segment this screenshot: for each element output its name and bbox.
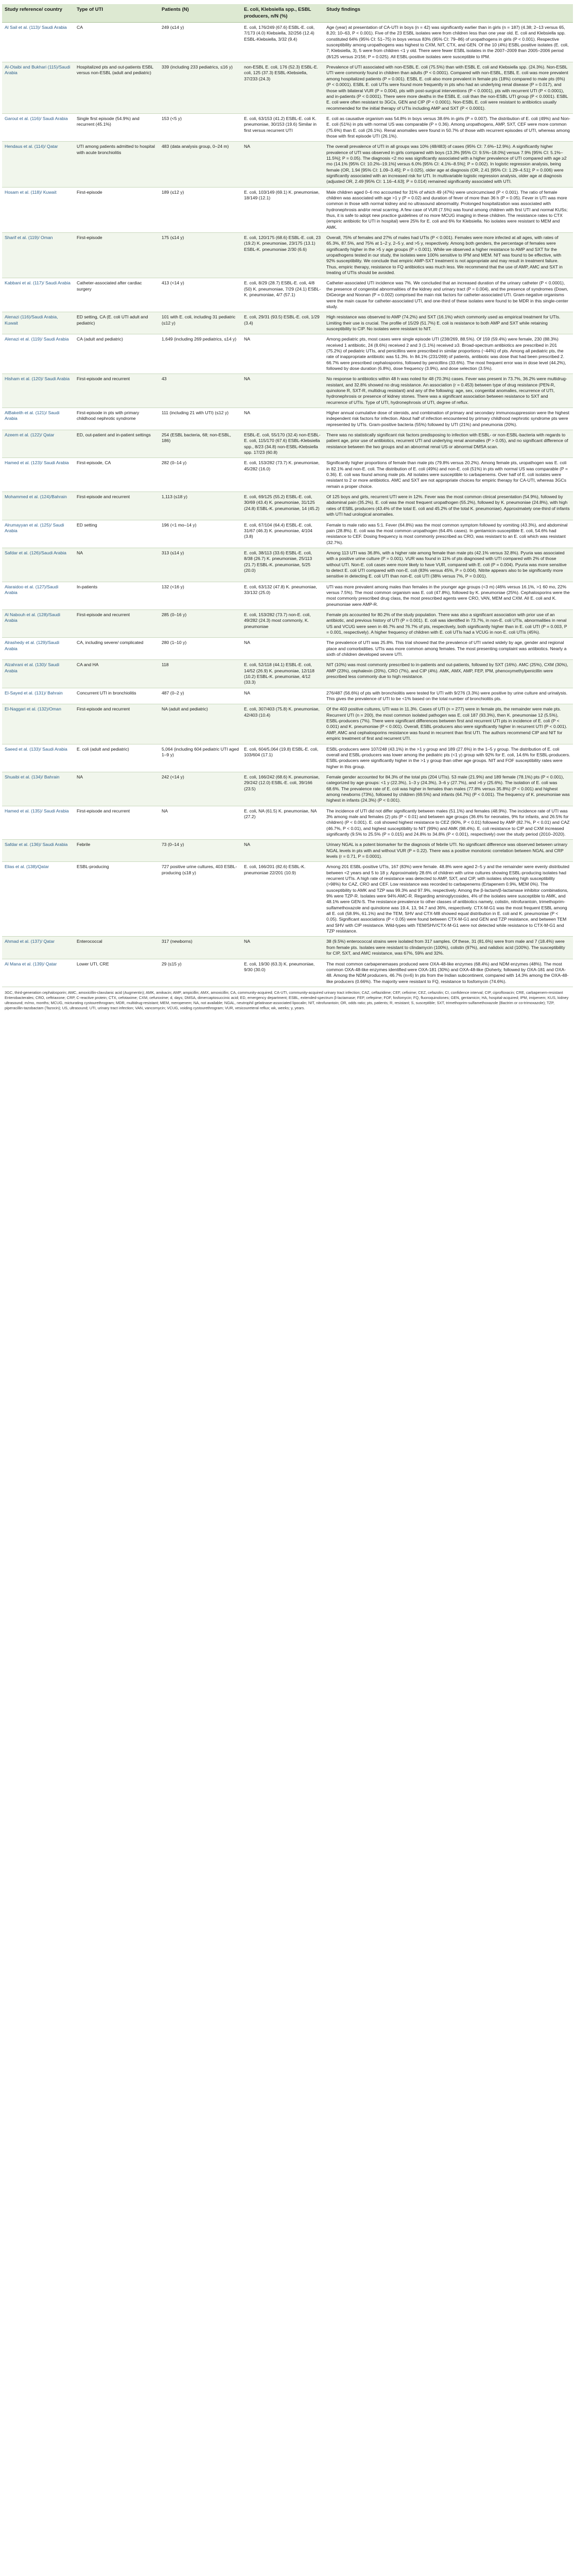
- cell-organisms: NA: [241, 937, 324, 959]
- table-footnote: 3GC, third-generation cephalosporin; AMC, amoxicillin-clavulanic acid (Augmentin); AMK, amikacin; AMP, ampicillin; AMX, amoxicillin; CA, community-acquired; CA-UTI, community-acquired urinary tract infection; CAZ, ceftazidime; CEF, cefixime; CEZ, cefazolin; CI, confidence interval; CIP, ciprofloxacin; CRE, carbapenem-resistant Enterobacterales; CRO, ceftriaxone; CRP, C-reactive protein; CTX, cefotaxime; CXM, cefuroxime; d, days; DMSA, dimercaptosuccinic acid; ED, emergency department; ESBL, extended-spectrum β-lactamase; FEP, cefepime; FOF, fosfomycin; FQ, fluoroquinolones; GEN, gentamicin; HA, hospital-acquired; IPM, imipenem; KUS, kidney ultrasound; m/mo, months; MCUG, micturating cystourethrogram; MDR, multidrug-resistant; MEM, meropenem; NA, not available; NGAL, neutrophil gelatinase-associated lipocalin; NIT, nitrofurantoin; OR, odds ratio; pts, patients; R, resistant; S, susceptible; SXT, trimethoprim-sulfamethoxazole (Bactrim or co-trimoxazole); TZP, piperacillin-tazobactam (Tazocin); US, ultrasound; UTI, urinary tract infection; VAN, vancomycin; VCUG, voiding cystourethrogram; VUR, vesicoureteral reflux; wk, weeks; y, years.: [5, 990, 569, 1010]
- cell-type: ED setting: [74, 520, 159, 548]
- table-row: [2, 142, 573, 187]
- cell-findings: Male children aged 0–6 mo accounted for 31% of which 49 (47%) were uncircumcised (P < 0.001). The ratio of female children was associated with age >1 y (P = 0.02) and duration of fever of more than 36 h (P = 0.05). Fever in UTI was more common in those with normal kidney and no ultrasound abnormality. Prolonged hospitalization was associated with hydronephrosis and/or renal scarring. A few case of VUR (7.5%) was found among children with first UTI and normal KUSs; thus, it is safe to adopt new practice guidelines of no more MCUG imaging in these children. The resistance rates to CTX (empiric antibiotic for UTI in hospital) were 25% for E. coli and 6% for Klebsiella. No isolates were resistant to MEM and AMK.: [324, 187, 573, 232]
- cell-organisms: E. coli, 8/29 (28.7) ESBL-E. coli, 4/8 (50) K. pneumoniae, 7/29 (24.1) ESBL-K. pneumoniae, 4/7 (57.1): [241, 278, 324, 312]
- cell-study: El-Naggari et al. (132)/Oman: [2, 704, 74, 744]
- table-body: [2, 23, 573, 987]
- table-row: [2, 609, 573, 637]
- cell-patients: 175 (≤14 y): [159, 233, 241, 278]
- cell-findings: Among pediatric pts, most cases were single episode UTI (238/269, 88.5%). Of 159 (59.4%) were female, 230 (88.3%) received 1 antibiotic, 24 (8.6%) received 2 and 3 (1.1%) received ≥3. Broad-spectrum antibiotics are prescribed in 201 (75.2%) of pediatric UTIs, and penicillins were prescribed in similar proportions (~44%) of pts. Among all pediatric pts, the rate of inappropriate antibiotic was 51.3%. In 84.1% (231/269) of patients, antibiotic was dose that had been prescribed 2. 66.7% were prescribed cephalosporins, followed by penicillins (33.6%). The most frequent error was in dose level (44.2%), followed by dose duration (6.8%), dose frequency (3.9%), and dose selection (3.5%).: [324, 334, 573, 374]
- cell-findings: ESBL-producers were 107/248 (43.1%) in the >1 y group and 189 (27.6%) in the 1–5 y group. The distribution of E. coli overall and ESBL-producers was lower among the pediatric pts (<1 y) group with 92% for E. coli, 14.6% for ESBL-producers. ESBL-producers were significantly higher in the >1 y group than other age groups. NIT and FOF susceptibility rates were higher in this group.: [324, 744, 573, 772]
- cell-study: Hamed et al. (135)/ Saudi Arabia: [2, 806, 74, 840]
- cell-study: Alaraidoo et al. (127)/Saudi Arabia: [2, 582, 74, 609]
- cell-findings: E. coli as causative organism was 54.8% in boys versus 38.6% in girls (P = 0.007). The distribution of E. coli (49%) and Non-E. coli (51%) in pts with normal US was comparable (P = 0.36). Among uropathogens, AMP, SXT, CEF were more common (75.6%) than E. coli (26.1%). Renal anomalies were found in 50.7% of those with recurrent episodes of UTI, whereas among those with first episode UTI (26.1%).: [324, 113, 573, 141]
- table-row: [2, 704, 573, 744]
- cell-organisms: E. coli, 38/113 (33.6) ESBL-E. coli, 8/38 (26.7) K. pneumoniae, 25/113 (21.7) ESBL-K. pneumoniae, 5/25 (20.0): [241, 548, 324, 582]
- cell-organisms: E. coli, 69/125 (55.2) ESBL-E. coli, 30/69 (43.4) K. pneumoniae, 31/125 (24.8) ESBL-K. pneumoniae, 14 (45.2): [241, 492, 324, 520]
- cell-type: First-episode and recurrent: [74, 609, 159, 637]
- cell-patients: 254 (ESBL bacteria, 68; non-ESBL, 186): [159, 430, 241, 458]
- cell-type: Catheter-associated after cardiac surgery: [74, 278, 159, 312]
- cell-type: NA: [74, 772, 159, 806]
- cell-patients: 196 (<1 mo–14 y): [159, 520, 241, 548]
- cell-study: Shuaibi et al. (134)/ Bahrain: [2, 772, 74, 806]
- cell-patients: 413 (<14 y): [159, 278, 241, 312]
- header-patients: Patients (N): [159, 4, 241, 23]
- table-page: [0, 0, 575, 1014]
- table-row: [2, 334, 573, 374]
- table-row: [2, 688, 573, 704]
- table-row: [2, 430, 573, 458]
- cell-study: Al Mana et al. (139)/ Qatar: [2, 959, 74, 987]
- table-row: [2, 548, 573, 582]
- cell-study: Azeem et al. (122)/ Qatar: [2, 430, 74, 458]
- cell-type: Concurrent UTI in bronchiolitis: [74, 688, 159, 704]
- cell-patients: 73 (0–14 y): [159, 840, 241, 862]
- cell-type: ED, out-patient and in-patient settings: [74, 430, 159, 458]
- cell-findings: Higher annual cumulative dose of steroids, and combination of primary and secondary immunosuppression were the highest independent risk factors for infection. About half of infection encountered by primary childhood nephrotic syndrome pts were represented by UTIs. Gram-positive bacteria (55%) followed by UTI (21%) and pneumonia (20%).: [324, 408, 573, 430]
- cell-patients: 313 (≤14 y): [159, 548, 241, 582]
- cell-study: Alrumayyan et al. (125)/ Saudi Arabia: [2, 520, 74, 548]
- cell-type: NA: [74, 548, 159, 582]
- cell-study: El-Sayed et al. (131)/ Bahrain: [2, 688, 74, 704]
- cell-patients: 487 (0–2 y): [159, 688, 241, 704]
- table-row: [2, 408, 573, 430]
- cell-organisms: NA: [241, 408, 324, 430]
- header-type: Type of UTI: [74, 4, 159, 23]
- cell-type: First-episode and recurrent: [74, 704, 159, 744]
- table-row: [2, 638, 573, 660]
- cell-organisms: E. coli, 63/153 (41.2) ESBL-E. coli K. pneumoniae, 30/153 (19.6) Similar in first versus recurrent UTI: [241, 113, 324, 141]
- cell-patients: 101 with E. coli, including 31 pediatric (≤12 y): [159, 312, 241, 334]
- cell-patients: 280 (1–10 y): [159, 638, 241, 660]
- cell-organisms: E. coli, 166/242 (68.6) K. pneumoniae, 29/242 (12.0) ESBL-E. coli, 39/166 (23.5): [241, 772, 324, 806]
- table-row: [2, 959, 573, 987]
- cell-study: Hendaus et al. (114)/ Qatar: [2, 142, 74, 187]
- cell-patients: 727 positive urine cultures, 403 ESBL-producing (≤18 y): [159, 862, 241, 937]
- cell-patients: 1,113 (≤18 y): [159, 492, 241, 520]
- header-study: Study reference/ country: [2, 4, 74, 23]
- cell-type: CA: [74, 23, 159, 62]
- table-row: [2, 312, 573, 334]
- cell-organisms: E. coli, 19/30 (63.3) K. pneumoniae, 9/30 (30.0): [241, 959, 324, 987]
- cell-findings: Overall, 75% of females and 27% of males had UTIs (P < 0.001). Females were more infected at all ages, with rates of 65.3%, 87.5%, and 75% at 1–2 y, 2–5 y, and >5 y, respectively. Among both genders, the percentage of females were significantly higher in the >5 y age groups (P = 0.001). While we observed a higher resistance to AMP and SXT for the uropathogens tested in our study, the isolates were 100% sensitive to IPM and MEM. NIT was found to be effective, with 92% susceptibility. We conclude that empiric AMP-SXT treatment is not appropriate and may result in treatment failure. Thus, empiric therapy, resistance to FQ antibiotics was much less. We recommend that the use of AMP, AMC and SXT in treating of UTIs should be avoided.: [324, 233, 573, 278]
- cell-organisms: E. coli, 29/31 (93.5) ESBL-E. coli, 1/29 (3.4): [241, 312, 324, 334]
- cell-patients: 249 (≤14 y): [159, 23, 241, 62]
- cell-findings: NIT (10%) was most commonly prescribed to in-patients and out-patients, followed by SXT (16%). AMC (25%), CXM (30%), AMP (23%), cephalexin (20%), CRO (7%), and CIP (4%). AMK, AMX, AMP, FEP, IPM, phenoxymethylpenicillin were prescribed less commonly due to high resistance.: [324, 660, 573, 688]
- cell-findings: The prevalence of UTI was 25.8%. This trial showed that the prevalence of UTI varied widely by age, gender and regional place and comorbidities. UTIs was more common among females. The most presenting complaint was antibiotics. Nearly a sixth of children developed severe UTI.: [324, 638, 573, 660]
- cell-patients: 153 (<5 y): [159, 113, 241, 141]
- table-row: [2, 23, 573, 62]
- cell-findings: Among 113 UTI was 36.8%, with a higher rate among female than male pts (42.1% versus 32.8%). Pyuria was associated with a positive urine culture (P = 0.001). VUR was found in 11% of pts diagnosed with UTI compared with 2% of those without UTI. Non-E. coli cases were more likely to have VUR, compared with E. coli (P = 0.004). Pyuria was more sensitive to detect E. coli UTI compared with non-E. coli (83% versus 45%, P = 0.004). Nitrite appears also to be significantly more sensitive in detecting E. coli UTI than non-E. coli UTI (38% versus 7%, P = 0.001).: [324, 548, 573, 582]
- cell-type: First-episode: [74, 187, 159, 232]
- cell-study: Kabbani et al. (117)/ Saudi Arabia: [2, 278, 74, 312]
- cell-findings: Of the 403 positive cultures, UTI was in 11.3%. Cases of UTI (n = 277) were in female pts, the remainder were male pts. Recurrent UTI (n = 200), the most common isolated pathogen was E. coli 187 (93.3%), then K. pneumoniae 12 (5.5%), ESBL-producers (7%). There were significant differences between first and recurrent UTI pts in incidence of E. coli (P < 0.001) and K. pneumoniae (P < 0.001). Overall, ESBL-producers also were significantly higher in recurrent UTI (P < 0.001). AMP, AMC and cephalosporins resistance was found in recurrent than first UTI. The authors recommend CIP and NIT for empiric treatment of first and recurrent UTI.: [324, 704, 573, 744]
- cell-organisms: E. coli, 176/249 (67.6) ESBL-E. coli, 7/173 (4.0) Klebsiella, 32/256 (12.4) ESBL-Klebsiella, 3/32 (9.4): [241, 23, 324, 62]
- cell-patients: 282 (0–14 y): [159, 458, 241, 492]
- cell-organisms: E. coli, NA (61.5) K. pneumoniae, NA (27.2): [241, 806, 324, 840]
- cell-type: First-episode: [74, 233, 159, 278]
- cell-type: First-episode and recurrent: [74, 374, 159, 408]
- cell-patients: NA: [159, 806, 241, 840]
- cell-type: In-patients: [74, 582, 159, 609]
- cell-findings: The overall prevalence of UTI in all groups was 10% (48/483) of cases (95% CI: 7.6%–12.9%). A significantly higher prevalence of UTI was observed in girls compared with boys (13.3% [95% CI: 9.5%–18.0%] versus 7.9% [95% CI: 5.1%–11.5%]; P = 0.05). The diagnosis <2 mo was significantly associated with a higher prevalence of UTI compared with age ≥2 mo (14.1% [95% CI: 10.2%–19.1%] versus 6.0% [95% CI: 4.1%–8.5%]; P = 0.002). In logistic regression analysis, being female (OR, 1.94 [95% CI: 1.09–3.45]; P = 0.025), older age at diagnosis (OR, 2.41 [95% CI: 1.29–4.51]; P = 0.006) were significantly associated with an increased risk for UTI. In multivariable logistic regression analysis, older age at diagnosis (adjusted OR, 2.49 [95% CI: 1.16–4.63]; P = 0.014) remained significantly associated with UTI.: [324, 142, 573, 187]
- cell-organisms: NA: [241, 638, 324, 660]
- cell-type: Hospitalized pts and out-patients ESBL versus non-ESBL (adult and pediatric): [74, 62, 159, 114]
- cell-patients: 483 (data analysis group, 0–24 m): [159, 142, 241, 187]
- cell-type: ED setting, CA (E. coli UTI adult and pediatric): [74, 312, 159, 334]
- cell-organisms: E. coli, 120/175 (68.6) ESBL-E. coli, 23 (19.2) K. pneumoniae, 23/175 (13.1) ESBL-K. pneumoniae 2/30 (6.6): [241, 233, 324, 278]
- cell-patients: NA (adult and pediatric): [159, 704, 241, 744]
- cell-patients: 339 (including 233 pediatrics, ≤16 y): [159, 62, 241, 114]
- cell-study: Hamed et al. (123)/ Saudi Arabia: [2, 458, 74, 492]
- cell-patients: 317 (newborns): [159, 937, 241, 959]
- cell-findings: Significantly higher proportions of female than male pts (79.8% versus 20.2%). Among female pts, uropathogen was E. coli in 82.1% and non-E. coli. The distribution of E. coli (49%) and non-E. coli (51%) in pts with normal US was comparable (P = 0.36). E. coli was found among male pts. All isolates were susceptible to carbapenems. Over half of E. coli isolates were resistant to 2 or more antibiotics. AMC and SXT are not appropriate choices for empiric therapy for CA-UTI, whereas 3GCs remain a proper choice.: [324, 458, 573, 492]
- cell-findings: Urinary NGAL is a potent biomarker for the diagnosis of febrile UTI. No significant difference was observed between urinary NGAL levels in pts with and without VUR (P = 0.22). There was a positive monotonic correlation between NGAL and CRP levels (r = 0.71, P = 0.0001).: [324, 840, 573, 862]
- cell-organisms: E. coli, 52/118 (44.1) ESBL-E. coli, 14/52 (26.9) K. pneumoniae, 12/118 (10.2) ESBL-K. pneumoniae, 4/12 (33.3): [241, 660, 324, 688]
- cell-study: Al-Otaibi and Bukhari (115)/Saudi Arabia: [2, 62, 74, 114]
- table-row: [2, 744, 573, 772]
- table-row: [2, 660, 573, 688]
- cell-study: Safdar et al. (136)/ Saudi Arabia: [2, 840, 74, 862]
- cell-study: AlBakeith et al. (121)/ Saudi Arabia: [2, 408, 74, 430]
- table-row: [2, 374, 573, 408]
- table-row: [2, 492, 573, 520]
- cell-patients: 111 (including 21 with UTI) (≤12 y): [159, 408, 241, 430]
- cell-study: Hisham et al. (120)/ Saudi Arabia: [2, 374, 74, 408]
- cell-organisms: E. coli, 153/282 (73.7) K. pneumoniae, 45/282 (16.0): [241, 458, 324, 492]
- header-row: [2, 4, 573, 23]
- table-row: [2, 937, 573, 959]
- table-row: [2, 278, 573, 312]
- table-row: [2, 187, 573, 232]
- cell-organisms: non-ESBL E. coli, 176 (52.3) ESBL-E. coli, 125 (37.3) ESBL-Klebsiella, 37/233 (24.3): [241, 62, 324, 114]
- header-findings: Study findings: [324, 4, 573, 23]
- cell-type: Febrile: [74, 840, 159, 862]
- cell-organisms: E. coli, 604/5,064 (19.8) ESBL-E. coli, 103/604 (17.1): [241, 744, 324, 772]
- cell-study: Al Sail et al. (113)/ Saudi Arabia: [2, 23, 74, 62]
- table-row: [2, 806, 573, 840]
- cell-findings: No response to antibiotics within 48 h was noted for 48 (70.3%) cases. Fever was present in 73.7%, 36.2% were multidrug-resistant, and 32.8% showed no drug resistance. An association (r = 0.453) between type of drug resistance (PEN-R, quinolone R, SXT-R, multidrug resistant) and any of the following: age, sex, congenital anomalies, recurrence of UTI, hydronephrosis or presence of kidney stones. There was a significant association between resistance to SXT and recurrence of UTIs. Type of UTI, hydronephrosis of UTI, degree of reflux.: [324, 374, 573, 408]
- cell-type: ESBL-producing: [74, 862, 159, 937]
- cell-study: Sharif et al. (119)/ Oman: [2, 233, 74, 278]
- cell-study: Ahmad et al. (137)/ Qatar: [2, 937, 74, 959]
- cell-study: Alzahrani et al. (130)/ Saudi Arabia: [2, 660, 74, 688]
- table-row: [2, 520, 573, 548]
- table-row: [2, 113, 573, 141]
- cell-patients: 132 (<16 y): [159, 582, 241, 609]
- cell-organisms: E. coli, 307/403 (75.8) K. pneumoniae, 42/403 (10.4): [241, 704, 324, 744]
- cell-type: First-episode and recurrent: [74, 806, 159, 840]
- table-row: [2, 62, 573, 114]
- table-header: [2, 4, 573, 23]
- cell-type: Single first episode (54.9%) and recurrent (45.1%): [74, 113, 159, 141]
- cell-type: CA (adult and pediatric): [74, 334, 159, 374]
- cell-findings: Prevalence of UTI associated with non-ESBL E. coli (75.5%) than with ESBL E. coli and Klebsiella spp. (24.3%). Non-ESBL UTI were commonly found in children than adults (P < 0.0001). Compared with non-ESBL, ESBL E. coli was more prevalent among hospitalized patients (P = 0.001). ESBL E. coli also more prevalent in female pts (18%) compared to male pts (6%) (P < 0.0001). ESBL E. coli UTIs were found more frequently in pts who had an underlying renal disease (P = 0.017), and those with bilateral VUR (P = 0.004), pts with post-surgical interventions (P < 0.0001), pts with recurrent UTI (P < 0.0001), and in-patients (P < 0.0001). There were more deaths in the ESBL E. coli than the non-ESBL UTI group (P < 0.0001). ESBL E. coli were often resistant to 3GCs, GEN and CIP (P < 0.0001). Non-ESBL E. coli were resistant to antibiotics usually recommended for the initial therapy of UTIs including AMP and SXT (P < 0.0001).: [324, 62, 573, 114]
- cell-organisms: ESBL-E. coli, 55/170 (32.4) non-ESBL-E. coli, 115/170 (67.6) ESBL-Klebsiella spp., 8/23 (34.8) non-ESBL-Klebsiella spp. 17/23 (60.8): [241, 430, 324, 458]
- cell-organisms: E. coli, 63/132 (47.8) K. pneumoniae, 33/132 (25.0): [241, 582, 324, 609]
- cell-type: CA, including severe/ complicated: [74, 638, 159, 660]
- table-row: [2, 840, 573, 862]
- cell-type: First-episode in pts with primary childhood nephrotic syndrome: [74, 408, 159, 430]
- cell-study: Alrashedy et al. (129)/Saudi Arabia: [2, 638, 74, 660]
- cell-patients: 1,649 (including 269 pediatrics, ≤14 y): [159, 334, 241, 374]
- cell-organisms: E. coli, 67/104 (64.4) ESBL-E. coli, 31/67 (46.3) K. pneumoniae, 4/104 (3.8): [241, 520, 324, 548]
- cell-findings: Of 125 boys and girls, recurrent UTI were in 12%. Fever was the most common clinical presentation (54.9%), followed by abdominal pain (35.2%). E. coli was the most frequent uropathogen (55.2%), followed by K. pneumoniae (24.8%), with high rates of ESBL producers (43.4% of the total E. coli and 45.2% of the total K. pneumoniae). Approximately one-third of infants with UTI had urological anomalies.: [324, 492, 573, 520]
- cell-type: First-episode, CA: [74, 458, 159, 492]
- cell-type: E. coli (adult and pediatric): [74, 744, 159, 772]
- cell-patients: 29 (≤15 y): [159, 959, 241, 987]
- cell-patients: 43: [159, 374, 241, 408]
- cell-findings: The most common carbapenemases produced were OXA-48-like enzymes (68.4%) and NDM enzymes (48%). The most common OXA-48-like enzymes identified were OXA-181 (30%) and OXA-48-like (Doherty, followed by OXA-181 and OXA-48. Among the NDM producers, 46.7% (n=6) In pts from the Indian subcontinent, compared with 14.3% among the OXA-48-like producers (0.66%). The majority were resistant to FQ, resistance to fosfomycin (74.6%).: [324, 959, 573, 987]
- cell-findings: High resistance was observed to AMP (74.2%) and SXT (16.1%) which commonly used as empirical treatment for UTIs. Limiting their use is crucial. The profile of 15/29 (51.7%) E. coli is resistance to both AMP and SXT while retaining susceptibility to CIP. No isolates were resistant to NIT.: [324, 312, 573, 334]
- cell-study: Garout et al. (116)/ Saudi Arabia: [2, 113, 74, 141]
- cell-study: Safdar et al. (126)/Saudi Arabia: [2, 548, 74, 582]
- cell-findings: Among 201 ESBL-positive UTIs, 167 (83%) were female. 48.8% were aged 2–5 y and the remainder were evenly distributed between <2 years and 5 to 18 y. Approximately 28.6% of children with urine cultures showing ESBL-producing isolates had recurrent UTIs. A high rate of resistance was detected to AMP, SXT, and CIP, with isolates showing high susceptibility (>98%) for CAZ, CRO and CEF. Low resistance was recorded to carbapenems (Ertapenem 0.9%, MEM 0%). The susceptibility to AMK and TZP was 99.3% and 97.9%, respectively. Among the β-lactam/β-lactamase inhibitor combinations, 9% were TZP-R. Isolates were 94% AMC-R. Regarding aminoglycosides, 4% of the isolates were susceptible to AMK, and 48.1% were GEN-S. The resistance prevalence to other classes of antibiotics namely, colistin, nitrofurantoin, trimethoprim-sulfamethoxazole and quinolone was 19.4, 13, 94.7 and 36%, respectively. CTX-M-G1 was the most frequent ESBL among all E. coli (58.9%, 61.1%) and the TEM, SHV and CTX-M8 showed equal distribution in E. coli and K. pneumoniae (P < 0.05). Significant associations (P < 0.05) were found between CTX-M-G1 and GEN and TZP resistance, and between TEM and SHV with CIP resistance. Wild-types with TEM/SHV/CTX-M-G1 were not detected while resistance to CTX-M-G1 and TZP resistance.: [324, 862, 573, 937]
- table-row: [2, 862, 573, 937]
- cell-patients: 118: [159, 660, 241, 688]
- cell-findings: Female gender accounted for 84.3% of the total pts (204 UTIs). 53 male (21.9%) and 189 female (78.1%) pts (P < 0.001), categorized by age groups: <1 y (22.3%), 1–3 y (24.3%), 3–6 y (27.7%), and >6 y (25.6%). The isolation of E. coli was 68.6%. The prevalence rate of E. coli was higher in females than males (77.8% versus 35.8%) (P < 0.001) and highest among newborns (73%), followed by children (69.5%) and infants (64.7%) (P < 0.001). The frequency of K. pneumoniae was highest in infants (24.3%) (P < 0.001).: [324, 772, 573, 806]
- cell-findings: The incidence of UTI did not differ significantly between males (51.1%) and females (48.9%). The incidence rate of UTI was 3% among male and females (2) pts (P < 0.01) and between age groups (36.6% for neonates, 9% for infants, and 26.5% for children) (P < 0.001). E. coli showed highest resistance to CEZ (90%, P < 0.01) followed by AMP (82.7%, P < 0.01) and CAZ (46.7%, P < 0.01), and highest susceptibility to NIT (99%) and AMK (98.4%). E. coli resistance to CIP and CXM increased significantly (9.5% to 25.5% (P = 0.015) and 24.8% to 34.8% (P < 0.001), respectively) over the study period (2010–2020).: [324, 806, 573, 840]
- cell-type: Lower UTI, CRE: [74, 959, 159, 987]
- cell-organisms: NA: [241, 142, 324, 187]
- cell-organisms: E. coli, 103/149 (69.1) K. pneumoniae, 18/149 (12.1): [241, 187, 324, 232]
- studies-table: [2, 4, 573, 987]
- table-row: [2, 582, 573, 609]
- table-row: [2, 458, 573, 492]
- cell-study: Alenazi et al. (119)/ Saudi Arabia: [2, 334, 74, 374]
- cell-findings: Female to male ratio was 5:1. Fever (64.8%) was the most common symptom followed by vomiting (43.3%), and abdominal pain (28.8%). E. coli was the most common uropathogen (64.4% cases). In gentamicin-susceptible E. coli, 54.6% had resistance to CEF. Dosing frequency is most commonly prescribed as CRO, was resistant to an E. coli which was resistant (32.7%).: [324, 520, 573, 548]
- cell-findings: Female pts accounted for 80.2% of the study population. There was also a significant association with prior use of an antibiotic, and previous history of UTI (P = 0.001). E. coli was identified in 73.7%, in non-E. coli UTIs, abnormalities in renal US and VCUG were seen in 46.7% and 76.7% of pts, respectively, both significantly higher than in E. coli UTI (P = 0.003, P = 0.001, respectively). A higher frequency of children with E. coli UTIs had a VCUG in non-E. coli UTIs (45%).: [324, 609, 573, 637]
- cell-patients: 189 (≤12 y): [159, 187, 241, 232]
- cell-study: Saeed et al. (133)/ Saudi Arabia: [2, 744, 74, 772]
- table-row: [2, 772, 573, 806]
- cell-study: Alenazi (116)/Saudi Arabia, Kuwait: [2, 312, 74, 334]
- cell-study: Mohammed et al. (124)/Bahrain: [2, 492, 74, 520]
- cell-organisms: NA: [241, 688, 324, 704]
- cell-findings: 276/487 (56.6%) of pts with bronchiolitis were tested for UTI with 9/276 (3.3%) were positive by urine culture and urinalysis. This gives the prevalence of UTI to be <1% based on the total number of bronchiolitis pts.: [324, 688, 573, 704]
- cell-organisms: NA: [241, 334, 324, 374]
- cell-organisms: E. coli, 166/201 (82.6) ESBL-K. pneumoniae 22/201 (10.9): [241, 862, 324, 937]
- cell-findings: There was no statistically significant risk factors predisposing to infection with ESBL- or non-ESBL-bacteria with regards to patient age, prior use of antibiotics, recurrent UTI and underlying renal anomalies (P > 0.05), and no significant difference of resistance between the two groups and an abnormal renal US or abnormal DMSA scan.: [324, 430, 573, 458]
- cell-type: CA and HA: [74, 660, 159, 688]
- cell-organisms: NA: [241, 374, 324, 408]
- header-organisms: E. coli, Klebsiella spp., ESBL producers, n/N (%): [241, 4, 324, 23]
- cell-type: Enterococcal: [74, 937, 159, 959]
- table-row: [2, 233, 573, 278]
- cell-type: UTI among patients admitted to hospital with acute bronchiolitis: [74, 142, 159, 187]
- cell-findings: Catheter-associated UTI incidence was 7%. We concluded that an increased duration of the urinary catheter (P < 0.0001), the presence of congenital abnormalities of the kidney and urinary tract (P = 0.004), and the presence of syndromes (Down, DiGeorge and Noonan (P = 0.002) comprised the main risk factors for catheter-associated UTI. Gram-negative organisms were the main cause for catheter-associated UTI, and one-third of these isolates were found to be MDR in this single-center study.: [324, 278, 573, 312]
- cell-patients: 5,064 (including 604 pediatric UTI aged 1–9 y): [159, 744, 241, 772]
- cell-study: Hosam et al. (118)/ Kuwait: [2, 187, 74, 232]
- cell-patients: 242 (<14 y): [159, 772, 241, 806]
- cell-study: Al Nabouh et al. (128)/Saudi Arabia: [2, 609, 74, 637]
- cell-organisms: E. coli, 153/282 (73.7) non-E. coli, 49/282 (24.3) most commonly, K. pneumoniae: [241, 609, 324, 637]
- cell-organisms: NA: [241, 840, 324, 862]
- cell-type: First-episode and recurrent: [74, 492, 159, 520]
- cell-findings: Age (year) at presentation of CA-UTI in boys (n = 42) was significantly earlier than in girls (n = 187) (4.38; 2–13 versus 65, 8.20; 10–63, P < 0.001). Five of the 23 ESBL isolates were from children less than one year old. E. coli and Klebsiella spp. constituted 64% (95% CI: 51–75) in boys versus 83% (95% CI: 79–86) of uropathogens in girls (P < 0.001). Respective susceptibility among uropathogens was highest to CXM, NIT, CTX, and GEN. Of the 10 (4%) ESBL-positive isolates (E. coli, 7; Klebsiella, 3), 5 were from children <1 y old. There were fewer ESBL isolates in the 2007–2009 than 2005–2006 period (8/125 versus 2/156; P = 0.025). All ESBL-positive isolates were susceptible to IPM.: [324, 23, 573, 62]
- cell-study: Elias et al. (138)/Qatar: [2, 862, 74, 937]
- cell-patients: 285 (0–16 y): [159, 609, 241, 637]
- cell-findings: UTI was more prevalent among males than females in the younger age groups (<3 m) (46% versus 16.1%, >1 60 mo, 22% versus 7.5%). The most common organism was E. coli (47.8%), followed by K. pneumoniae (25%). Cephalosporins were the most commonly prescribed drug class, the most prescribed agents were CRO, VAN, MEM and CXM. All E. coli and K. pneumoniae were AMP-R.: [324, 582, 573, 609]
- cell-findings: 38 (9.5%) enterococcal strains were isolated from 317 samples. Of these, 31 (81.6%) were from male and 7 (18.4%) were from female pts. Isolates were resistant to clindamycin (100%), colistin (97%), and nalidixic acid (100%). The susceptibility for CIP, SXT, and AMC resistance, was 67%, 59% and 32%.: [324, 937, 573, 959]
